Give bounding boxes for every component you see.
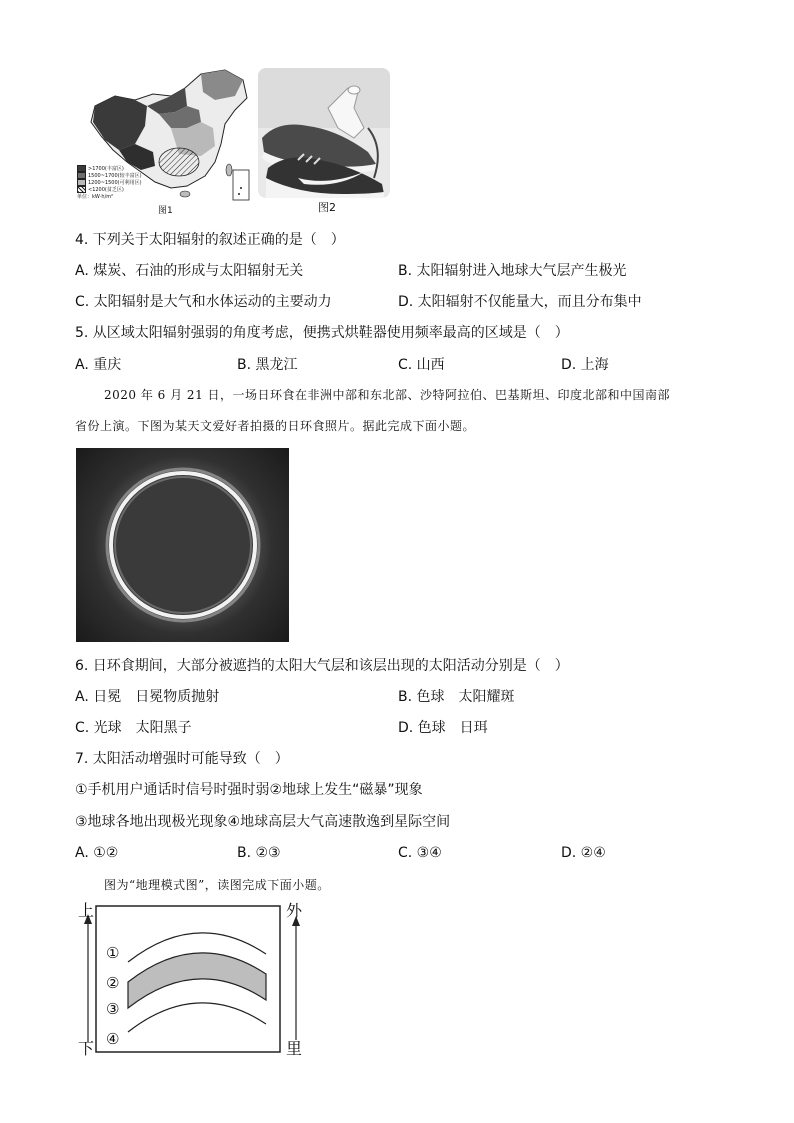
legend-item-2 xyxy=(77,172,167,179)
legend-label: <1200(贫乏区) xyxy=(88,186,124,193)
question-6-option-d: D. 色球 日珥 xyxy=(398,720,488,736)
figure-2-caption: 图2 xyxy=(318,201,336,214)
passage-1-line-2: 省份上演。下图为某天文爱好者拍摄的日环食照片。据此完成下面小题。 xyxy=(75,419,476,433)
question-4-option-c: C. 太阳辐射是大气和水体运动的主要动力 xyxy=(75,294,332,310)
question-5-stem: 5. 从区域太阳辐射强弱的角度考虑，便携式烘鞋器使用频率最高的区域是（ ） xyxy=(75,325,569,341)
passage-1-line-1: 2020 年 6 月 21 日，一场日环食在非洲中部和东北部、沙特阿拉伯、巴基斯坦、印度北部和中国南部 xyxy=(104,388,671,402)
legend-swatch xyxy=(77,172,86,179)
question-6-stem: 6. 日环食期间，大部分被遮挡的太阳大气层和该层出现的太阳活动分别是（ ） xyxy=(75,658,569,674)
passage-2-line-1: 图为“地理模式图”，读图完成下面小题。 xyxy=(104,878,330,892)
legend-label: >1700(丰富区) xyxy=(88,165,124,172)
question-7-option-b: B. ②③ xyxy=(237,845,281,861)
diagram-layer-label-2: ② xyxy=(106,974,120,992)
eclipse-ring-graphic xyxy=(76,448,289,642)
question-4-option-d: D. 太阳辐射不仅能量大，而且分布集中 xyxy=(398,294,642,310)
legend-label: 1500~1700(较丰富区) xyxy=(88,172,142,179)
legend-item-3 xyxy=(77,179,167,186)
question-4-option-b: B. 太阳辐射进入地球大气层产生极光 xyxy=(398,263,627,279)
question-4-stem: 4. 下列关于太阳辐射的叙述正确的是（ ） xyxy=(75,232,345,248)
question-7-option-a: A. ①② xyxy=(75,845,119,861)
diagram-label-bottom-left: 下 xyxy=(78,1039,95,1058)
question-5-option-b: B. 黑龙江 xyxy=(237,357,298,373)
legend-swatch xyxy=(77,186,86,193)
question-5-option-a: A. 重庆 xyxy=(75,357,122,373)
diagram-label-top-right: 外 xyxy=(286,901,303,920)
geographic-pattern-diagram xyxy=(72,900,312,1060)
question-6-option-c: C. 光球 太阳黑子 xyxy=(75,720,192,736)
annular-eclipse-photo xyxy=(76,448,289,642)
legend-item-4 xyxy=(77,186,167,193)
question-4-option-a: A. 煤炭、石油的形成与太阳辐射无关 xyxy=(75,263,304,279)
question-7-option-d: D. ②④ xyxy=(561,845,606,861)
diagram-layer-label-3: ③ xyxy=(106,1000,120,1018)
map-legend xyxy=(77,165,167,200)
legend-item-1 xyxy=(77,165,167,172)
diagram-layer-label-4: ④ xyxy=(106,1030,120,1048)
diagram-layer-label-1: ① xyxy=(106,944,120,962)
figure-1-caption: 图1 xyxy=(158,206,173,216)
question-7-statement-1: ①手机用户通话时信号时强时弱②地球上发生“磁暴”现象 xyxy=(75,782,423,798)
legend-unit: 单位：kW·h/m² xyxy=(77,194,114,200)
question-7-statement-2: ③地球各地出现极光现象④地球高层大气高速散逸到星际空间 xyxy=(75,814,451,830)
diagram-label-top-left: 上 xyxy=(78,901,95,920)
legend-swatch xyxy=(77,165,86,172)
diagram-label-bottom-right: 里 xyxy=(286,1039,303,1058)
question-6-option-b: B. 色球 太阳耀斑 xyxy=(398,689,515,705)
question-7-stem: 7. 太阳活动增强时可能导致（ ） xyxy=(75,751,289,767)
question-5-option-d: D. 上海 xyxy=(561,357,609,373)
question-5-option-c: C. 山西 xyxy=(398,357,445,373)
legend-swatch xyxy=(77,179,86,186)
question-7-option-c: C. ③④ xyxy=(398,845,442,861)
question-6-option-a: A. 日冕 日冕物质抛射 xyxy=(75,689,220,705)
figure-2-photo xyxy=(258,68,390,198)
shoe-dryer-image xyxy=(258,68,390,198)
legend-label: 1200~1500(可利用区) xyxy=(88,179,142,186)
